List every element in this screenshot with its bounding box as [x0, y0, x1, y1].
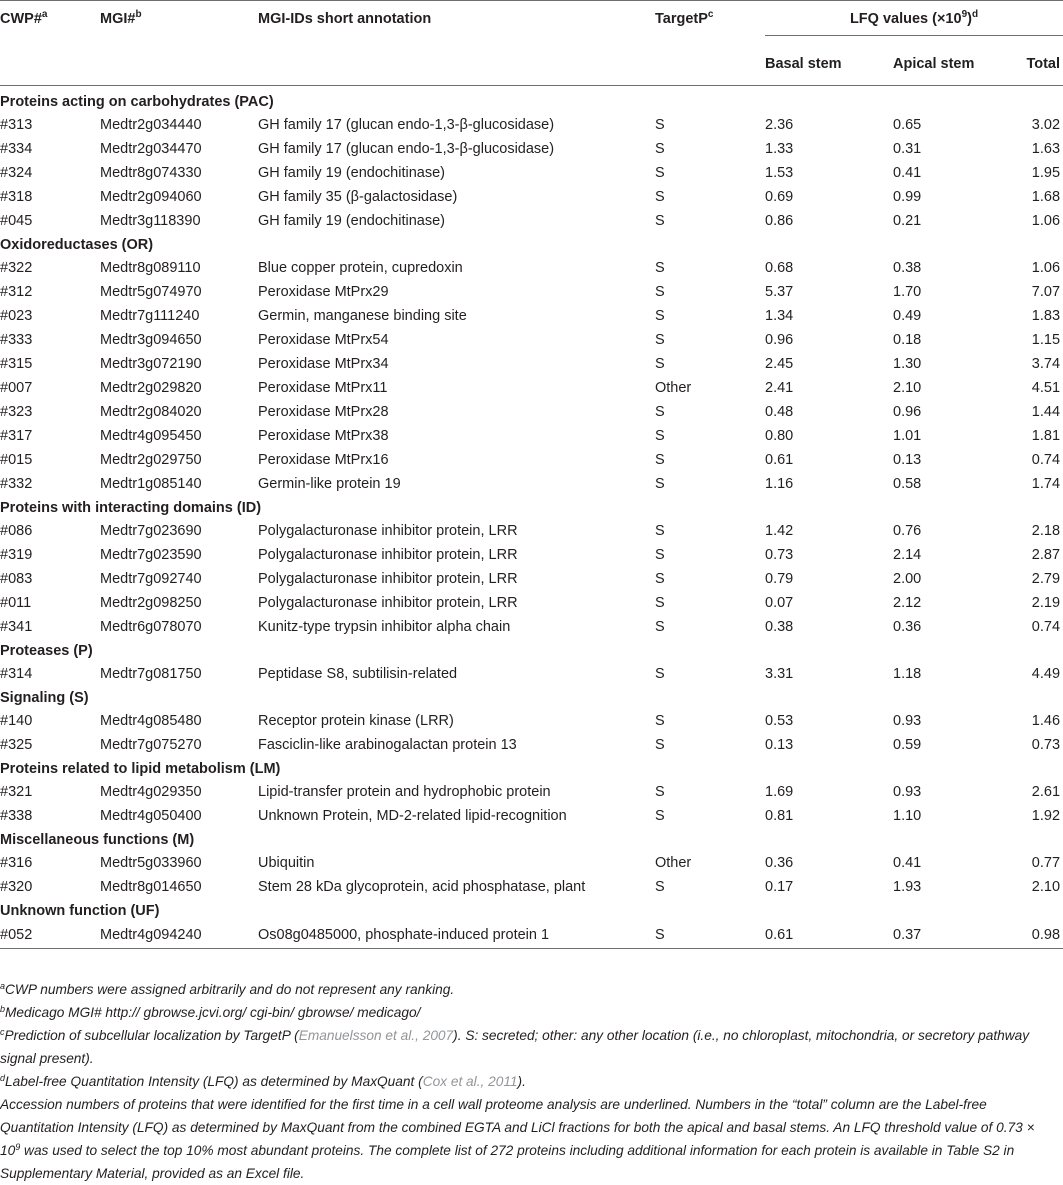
header-targetp: TargetP$^c$ [655, 9, 714, 27]
cell-basal: 0.81 [765, 808, 794, 824]
cell-basal: 2.36 [765, 117, 794, 133]
cell-mgi: Medtr1g085140 [100, 476, 202, 492]
cell-basal: 0.61 [765, 452, 794, 468]
cell-total: 1.81 [1031, 428, 1061, 444]
category-row [0, 686, 1063, 709]
cell-cwp: #140 [0, 713, 33, 729]
cell-cwp: #316 [0, 855, 33, 871]
cell-cwp: #323 [0, 404, 33, 420]
footnote-general: Accession numbers of proteins that were identified for the first time in a cell wall proteome analysis are underlined. Numbers in the “total” column are the Label-free Quantitation Intensity (LFQ) as determined by MaxQuant from the combined EGTA and LiCl fractions for both the apical and basal stems. An LFQ threshold value of $0.73 \times 10^9$ was used to select the top 10% most abundant proteins. The complete list of 272 proteins including additional information for each protein is available in Table S2 in Supplementary Material, provided as an Excel file. [0, 1097, 1035, 1181]
cell-cwp: #325 [0, 737, 33, 753]
category-title: Signaling (S) [0, 689, 89, 706]
cell-total: 0.77 [1031, 855, 1061, 871]
table-footnotes [0, 978, 1058, 1185]
cell-mgi: Medtr4g050400 [100, 808, 202, 824]
table-row [0, 113, 1063, 137]
cell-annotation: Peptidase S8, subtilisin-related [258, 666, 458, 682]
cell-annotation: Peroxidase MtPrx54 [258, 332, 389, 348]
header-lfq-values: LFQ values $(\times 10^9)^d$ [765, 1, 1063, 44]
cell-apical: 1.10 [893, 808, 922, 824]
cell-annotation: Germin, manganese binding site [258, 308, 467, 324]
cell-basal: 1.16 [765, 476, 794, 492]
cell-targetp: S [655, 619, 665, 635]
cell-basal: 0.73 [765, 547, 794, 563]
cell-basal: 0.17 [765, 879, 794, 895]
cell-annotation: Peroxidase MtPrx16 [258, 452, 389, 468]
reference-link[interactable]: Cox et al., 2011 [422, 1074, 518, 1089]
cell-annotation: Polygalacturonase inhibitor protein, LRR [258, 571, 518, 587]
cell-total: 0.74 [1031, 452, 1061, 468]
footnote-c: $^c$Prediction of subcellular localization by TargetP (Emanuelsson et al., 2007). S: secreted; other: any other location (i.e., no chloroplast, mitochondria, or secretory pathway signal present). [0, 1027, 1030, 1066]
cell-annotation: GH family 19 (endochitinase) [258, 165, 445, 181]
lfq-underline [765, 35, 1063, 36]
table-row [0, 304, 1063, 328]
category-title: Oxidoreductases (OR) [0, 236, 154, 253]
cell-total: 1.15 [1031, 332, 1061, 348]
cell-apical: 1.30 [893, 356, 922, 372]
category-title: Proteins acting on carbohydrates (PAC) [0, 93, 274, 110]
cell-basal: 0.36 [765, 855, 794, 871]
cell-total: 3.02 [1031, 117, 1061, 133]
cell-apical: 0.38 [893, 260, 922, 276]
cell-targetp: S [655, 476, 665, 492]
cell-targetp: S [655, 356, 665, 372]
cell-targetp: S [655, 737, 665, 753]
cell-apical: 2.10 [893, 380, 922, 396]
cell-basal: 1.69 [765, 784, 794, 800]
cell-mgi: Medtr4g095450 [100, 428, 202, 444]
cell-mgi: Medtr4g029350 [100, 784, 202, 800]
header-apical-stem: Apical stem [893, 56, 975, 72]
table-row [0, 780, 1063, 804]
cell-apical: 2.00 [893, 571, 922, 587]
cell-apical: 0.76 [893, 523, 922, 539]
cell-targetp: S [655, 404, 665, 420]
cell-annotation: Ubiquitin [258, 855, 315, 871]
category-title: Proteins with interacting domains (ID) [0, 499, 262, 516]
table-row [0, 851, 1063, 875]
cell-apical: 0.41 [893, 165, 922, 181]
cell-apical: 0.49 [893, 308, 922, 324]
cell-basal: 0.96 [765, 332, 794, 348]
table-row [0, 591, 1063, 615]
cell-targetp: S [655, 308, 665, 324]
header-cwp: CWP#$^a$ [0, 9, 48, 27]
cell-annotation: Peroxidase MtPrx38 [258, 428, 389, 444]
cell-mgi: Medtr4g085480 [100, 713, 202, 729]
cell-mgi: Medtr8g074330 [100, 165, 202, 181]
cell-apical: 0.18 [893, 332, 922, 348]
cell-targetp: S [655, 332, 665, 348]
cell-total: 0.73 [1031, 737, 1061, 753]
cell-targetp: S [655, 595, 665, 611]
cell-annotation: GH family 35 (β-galactosidase) [258, 189, 458, 205]
cell-targetp: S [655, 879, 665, 895]
cell-mgi: Medtr3g094650 [100, 332, 202, 348]
cell-basal: 1.34 [765, 308, 794, 324]
header-total: Total [1026, 56, 1061, 72]
table-row [0, 209, 1063, 233]
cell-targetp: S [655, 165, 665, 181]
cell-cwp: #341 [0, 619, 33, 635]
cell-annotation: Fasciclin-like arabinogalactan protein 13 [258, 737, 517, 753]
table-row [0, 400, 1063, 424]
cell-cwp: #320 [0, 879, 33, 895]
table-row [0, 448, 1063, 472]
table-body [0, 86, 1063, 949]
cell-basal: 0.13 [765, 737, 794, 753]
cell-targetp: Other [655, 855, 692, 871]
cell-basal: 0.68 [765, 260, 794, 276]
cell-mgi: Medtr7g023690 [100, 523, 202, 539]
reference-link[interactable]: Emanuelsson et al., 2007 [298, 1028, 454, 1043]
cell-cwp: #045 [0, 213, 33, 229]
cell-targetp: S [655, 213, 665, 229]
cell-annotation: Polygalacturonase inhibitor protein, LRR [258, 547, 518, 563]
cell-annotation: Lipid-transfer protein and hydrophobic protein [258, 784, 551, 800]
category-row [0, 828, 1063, 851]
cell-cwp: #314 [0, 666, 33, 682]
cell-basal: 0.38 [765, 619, 794, 635]
cell-apical: 0.37 [893, 922, 1011, 949]
table-row [0, 615, 1063, 639]
table-row [0, 161, 1063, 185]
cell-targetp: S [655, 808, 665, 824]
cell-basal: 0.69 [765, 189, 794, 205]
cell-apical: 2.12 [893, 595, 922, 611]
cell-total: 2.18 [1031, 523, 1061, 539]
cell-basal: 2.45 [765, 356, 794, 372]
header-mgi: MGI#$^b$ [100, 9, 142, 27]
cell-mgi: Medtr7g111240 [100, 308, 200, 324]
category-row [0, 233, 1063, 256]
cell-mgi: Medtr2g094060 [100, 189, 202, 205]
cell-mgi: Medtr4g094240 [100, 922, 258, 949]
cell-basal: 1.33 [765, 141, 794, 157]
cell-basal: 0.07 [765, 595, 794, 611]
cell-total: 1.74 [1031, 476, 1061, 492]
cell-basal: 2.41 [765, 380, 794, 396]
cell-annotation: Kunitz-type trypsin inhibitor alpha chain [258, 619, 511, 635]
cell-basal: 1.42 [765, 523, 794, 539]
table-row [0, 472, 1063, 496]
cell-basal: 0.48 [765, 404, 794, 420]
cell-mgi: Medtr7g092740 [100, 571, 202, 587]
cell-total: 1.46 [1031, 713, 1061, 729]
cell-cwp: #318 [0, 189, 33, 205]
cell-total: 1.63 [1031, 141, 1061, 157]
cell-mgi: Medtr8g014650 [100, 879, 202, 895]
cell-apical: 0.96 [893, 404, 922, 420]
cell-cwp: #338 [0, 808, 33, 824]
cell-apical: 0.13 [893, 452, 922, 468]
cell-apical: 2.14 [893, 547, 922, 563]
cell-mgi: Medtr6g078070 [100, 619, 202, 635]
footnote-b: $^b$Medicago MGI# http:// gbrowse.jcvi.org/ cgi-bin/ gbrowse/ medicago/ [0, 1004, 421, 1020]
cell-total: 0.74 [1031, 619, 1061, 635]
cell-total: 1.95 [1031, 165, 1061, 181]
cell-total: 1.92 [1031, 808, 1061, 824]
cell-apical: 0.99 [893, 189, 922, 205]
cell-annotation: GH family 17 (glucan endo-1,3-β-glucosidase) [258, 141, 555, 157]
cell-mgi: Medtr2g034440 [100, 117, 202, 133]
table-row [0, 424, 1063, 448]
table-row [0, 519, 1063, 543]
cell-mgi: Medtr7g081750 [100, 666, 202, 682]
cell-annotation: Germin-like protein 19 [258, 476, 401, 492]
cell-targetp: S [655, 428, 665, 444]
category-row [0, 757, 1063, 780]
cell-apical: 1.70 [893, 284, 922, 300]
footnote-d: $^d$Label-free Quantitation Intensity (LFQ) as determined by MaxQuant (Cox et al., 2011). [0, 1073, 526, 1089]
cell-apical: 0.21 [893, 213, 922, 229]
cell-cwp: #332 [0, 476, 33, 492]
cell-cwp: #312 [0, 284, 33, 300]
cell-cwp: #322 [0, 260, 33, 276]
cell-targetp: S [655, 571, 665, 587]
cell-mgi: Medtr3g118390 [100, 213, 201, 229]
table-row [0, 280, 1063, 304]
cell-total: 2.19 [1031, 595, 1061, 611]
table-row [0, 256, 1063, 280]
cell-annotation: Unknown Protein, MD-2-related lipid-recognition [258, 808, 567, 824]
cell-mgi: Medtr8g089110 [100, 260, 201, 276]
cell-annotation: GH family 17 (glucan endo-1,3-β-glucosidase) [258, 117, 555, 133]
table-row [0, 352, 1063, 376]
cell-targetp: S [655, 260, 665, 276]
cell-mgi: Medtr5g033960 [100, 855, 202, 871]
cell-apical: 0.31 [893, 141, 922, 157]
cell-apical: 0.36 [893, 619, 922, 635]
cell-apical: 1.18 [893, 666, 922, 682]
cell-cwp: #313 [0, 117, 33, 133]
cell-apical: 1.01 [893, 428, 922, 444]
cell-basal: 5.37 [765, 284, 794, 300]
cell-cwp: #007 [0, 380, 33, 396]
category-title: Proteases (P) [0, 642, 93, 659]
table-row [0, 185, 1063, 209]
cell-basal: 0.79 [765, 571, 794, 587]
footnote-a: $^a$CWP numbers were assigned arbitrarily and do not represent any ranking. [0, 981, 455, 997]
cell-cwp: #086 [0, 523, 33, 539]
table-row [0, 733, 1063, 757]
cell-annotation: Polygalacturonase inhibitor protein, LRR [258, 523, 518, 539]
cell-targetp: S [655, 713, 665, 729]
cell-mgi: Medtr2g084020 [100, 404, 202, 420]
table-header [0, 1, 1063, 86]
cell-cwp: #011 [0, 595, 32, 611]
cell-basal: 0.61 [765, 922, 893, 949]
cell-targetp: S [655, 189, 665, 205]
cell-cwp: #052 [0, 922, 100, 949]
category-title: Miscellaneous functions (M) [0, 831, 195, 848]
cell-basal: 3.31 [765, 666, 794, 682]
cell-cwp: #324 [0, 165, 33, 181]
cell-total: 2.79 [1031, 571, 1061, 587]
cell-cwp: #023 [0, 308, 33, 324]
cell-apical: 0.65 [893, 117, 922, 133]
cell-mgi: Medtr2g034470 [100, 141, 202, 157]
category-title: Proteins related to lipid metabolism (LM) [0, 760, 281, 777]
cell-mgi: Medtr7g023590 [100, 547, 202, 563]
cell-apical: 1.93 [893, 879, 922, 895]
cell-basal: 1.53 [765, 165, 794, 181]
cell-annotation: Peroxidase MtPrx29 [258, 284, 389, 300]
cell-mgi: Medtr2g029750 [100, 452, 202, 468]
cell-targetp: S [655, 452, 665, 468]
category-row [0, 496, 1063, 519]
table-row [0, 922, 1063, 949]
cell-annotation: Stem 28 kDa glycoprotein, acid phosphatase, plant [258, 879, 586, 895]
cell-total: 1.06 [1031, 213, 1061, 229]
cell-basal: 0.53 [765, 713, 794, 729]
table-row [0, 328, 1063, 352]
cell-annotation: Polygalacturonase inhibitor protein, LRR [258, 595, 518, 611]
cell-targetp: S [655, 523, 665, 539]
category-title: Unknown function (UF) [0, 902, 160, 919]
cell-total: 2.61 [1031, 784, 1061, 800]
cell-annotation: GH family 19 (endochitinase) [258, 213, 445, 229]
cell-basal: 0.80 [765, 428, 794, 444]
cell-targetp: S [655, 922, 765, 949]
table-row [0, 875, 1063, 899]
cell-mgi: Medtr2g098250 [100, 595, 202, 611]
cell-total: 1.06 [1031, 260, 1061, 276]
cell-total: 7.07 [1031, 284, 1061, 300]
cell-mgi: Medtr5g074970 [100, 284, 202, 300]
cell-total: 4.49 [1031, 666, 1061, 682]
cell-annotation: Peroxidase MtPrx34 [258, 356, 389, 372]
table-row [0, 662, 1063, 686]
cell-cwp: #083 [0, 571, 33, 587]
cell-targetp: S [655, 784, 665, 800]
cell-apical: 0.59 [893, 737, 922, 753]
cell-targetp: S [655, 141, 665, 157]
cell-mgi: Medtr7g075270 [100, 737, 202, 753]
cell-total: 4.51 [1031, 380, 1061, 396]
category-row [0, 899, 1063, 922]
cell-apical: 0.58 [893, 476, 922, 492]
cell-total: 2.10 [1031, 879, 1061, 895]
cell-targetp: S [655, 117, 665, 133]
table-row [0, 804, 1063, 828]
cell-annotation: Receptor protein kinase (LRR) [258, 713, 454, 729]
cell-apical: 0.41 [893, 855, 922, 871]
cell-cwp: #334 [0, 141, 33, 157]
cell-mgi: Medtr3g072190 [100, 356, 202, 372]
cell-cwp: #319 [0, 547, 33, 563]
header-basal-stem: Basal stem [765, 56, 842, 72]
cell-total: 1.68 [1031, 189, 1061, 205]
cell-targetp: Other [655, 380, 692, 396]
cell-apical: 0.93 [893, 784, 922, 800]
table-row [0, 709, 1063, 733]
cell-total: 2.87 [1031, 547, 1061, 563]
table-row [0, 137, 1063, 161]
cell-cwp: #317 [0, 428, 33, 444]
cell-total: 1.83 [1031, 308, 1061, 324]
cell-annotation: Peroxidase MtPrx11 [258, 380, 388, 396]
table-row [0, 543, 1063, 567]
cell-basal: 0.86 [765, 213, 794, 229]
header-annotation: MGI-IDs short annotation [258, 11, 432, 27]
cell-targetp: S [655, 666, 665, 682]
cell-total: 0.98 [1011, 922, 1063, 949]
table-row [0, 567, 1063, 591]
cell-targetp: S [655, 284, 665, 300]
cell-cwp: #315 [0, 356, 33, 372]
category-row [0, 86, 1063, 114]
cell-annotation: Blue copper protein, cupredoxin [258, 260, 463, 276]
cell-targetp: S [655, 547, 665, 563]
cell-annotation: Os08g0485000, phosphate-induced protein 1 [258, 922, 655, 949]
table-row [0, 376, 1063, 400]
cell-cwp: #015 [0, 452, 33, 468]
cell-apical: 0.93 [893, 713, 922, 729]
cell-cwp: #333 [0, 332, 33, 348]
cell-mgi: Medtr2g029820 [100, 380, 202, 396]
cell-annotation: Peroxidase MtPrx28 [258, 404, 389, 420]
cell-total: 1.44 [1031, 404, 1061, 420]
cell-cwp: #321 [0, 784, 33, 800]
category-row [0, 639, 1063, 662]
cell-total: 3.74 [1031, 356, 1061, 372]
